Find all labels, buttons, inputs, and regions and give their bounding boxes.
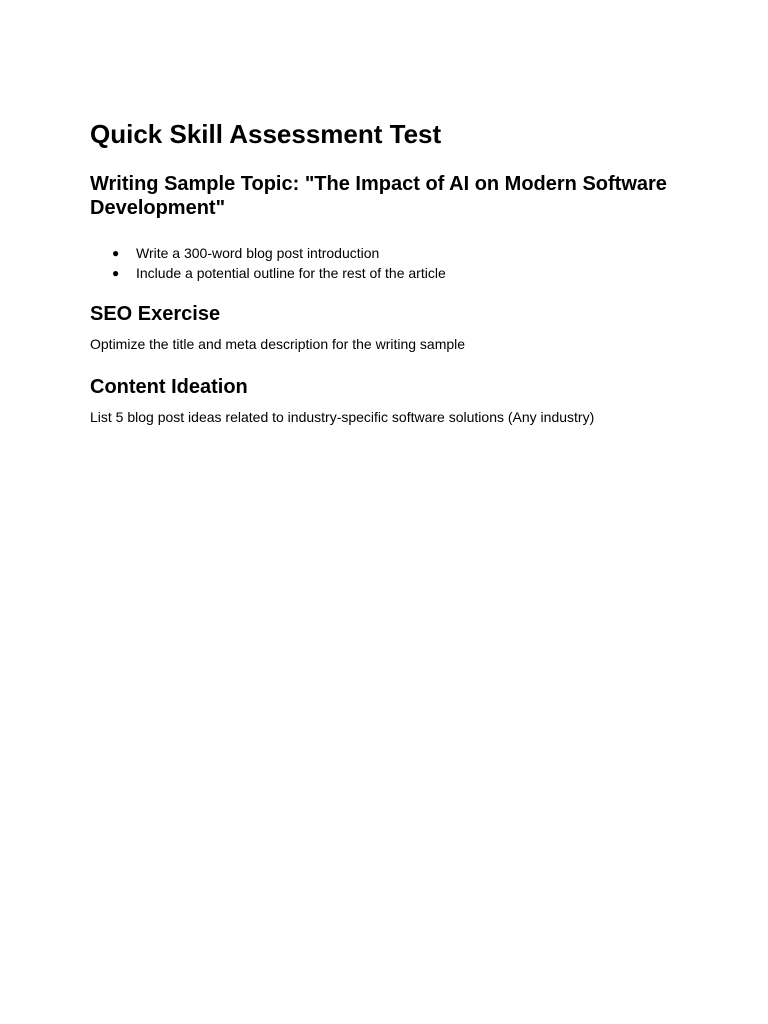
content-ideation-text: List 5 blog post ideas related to industry-specific software solutions (Any industry) [90, 409, 595, 425]
bullet-dot-icon: ● [112, 246, 120, 260]
bullet-dot-icon: ● [112, 266, 120, 280]
list-item-text: Include a potential outline for the rest of the article [136, 265, 446, 281]
list-item [90, 243, 690, 263]
page-title: Quick Skill Assessment Test [90, 119, 442, 149]
seo-exercise-text: Optimize the title and meta description for the writing sample [90, 336, 466, 352]
writing-sample-heading: Writing Sample Topic: "The Impact of AI on Modern Software Development" [90, 173, 667, 219]
list-item-text: Write a 300-word blog post introduction [136, 245, 380, 261]
writing-sample-task-list [90, 243, 690, 283]
document-body [90, 116, 690, 427]
seo-exercise-heading: SEO Exercise [90, 303, 221, 325]
content-ideation-heading: Content Ideation [90, 376, 248, 398]
list-item [90, 263, 690, 283]
